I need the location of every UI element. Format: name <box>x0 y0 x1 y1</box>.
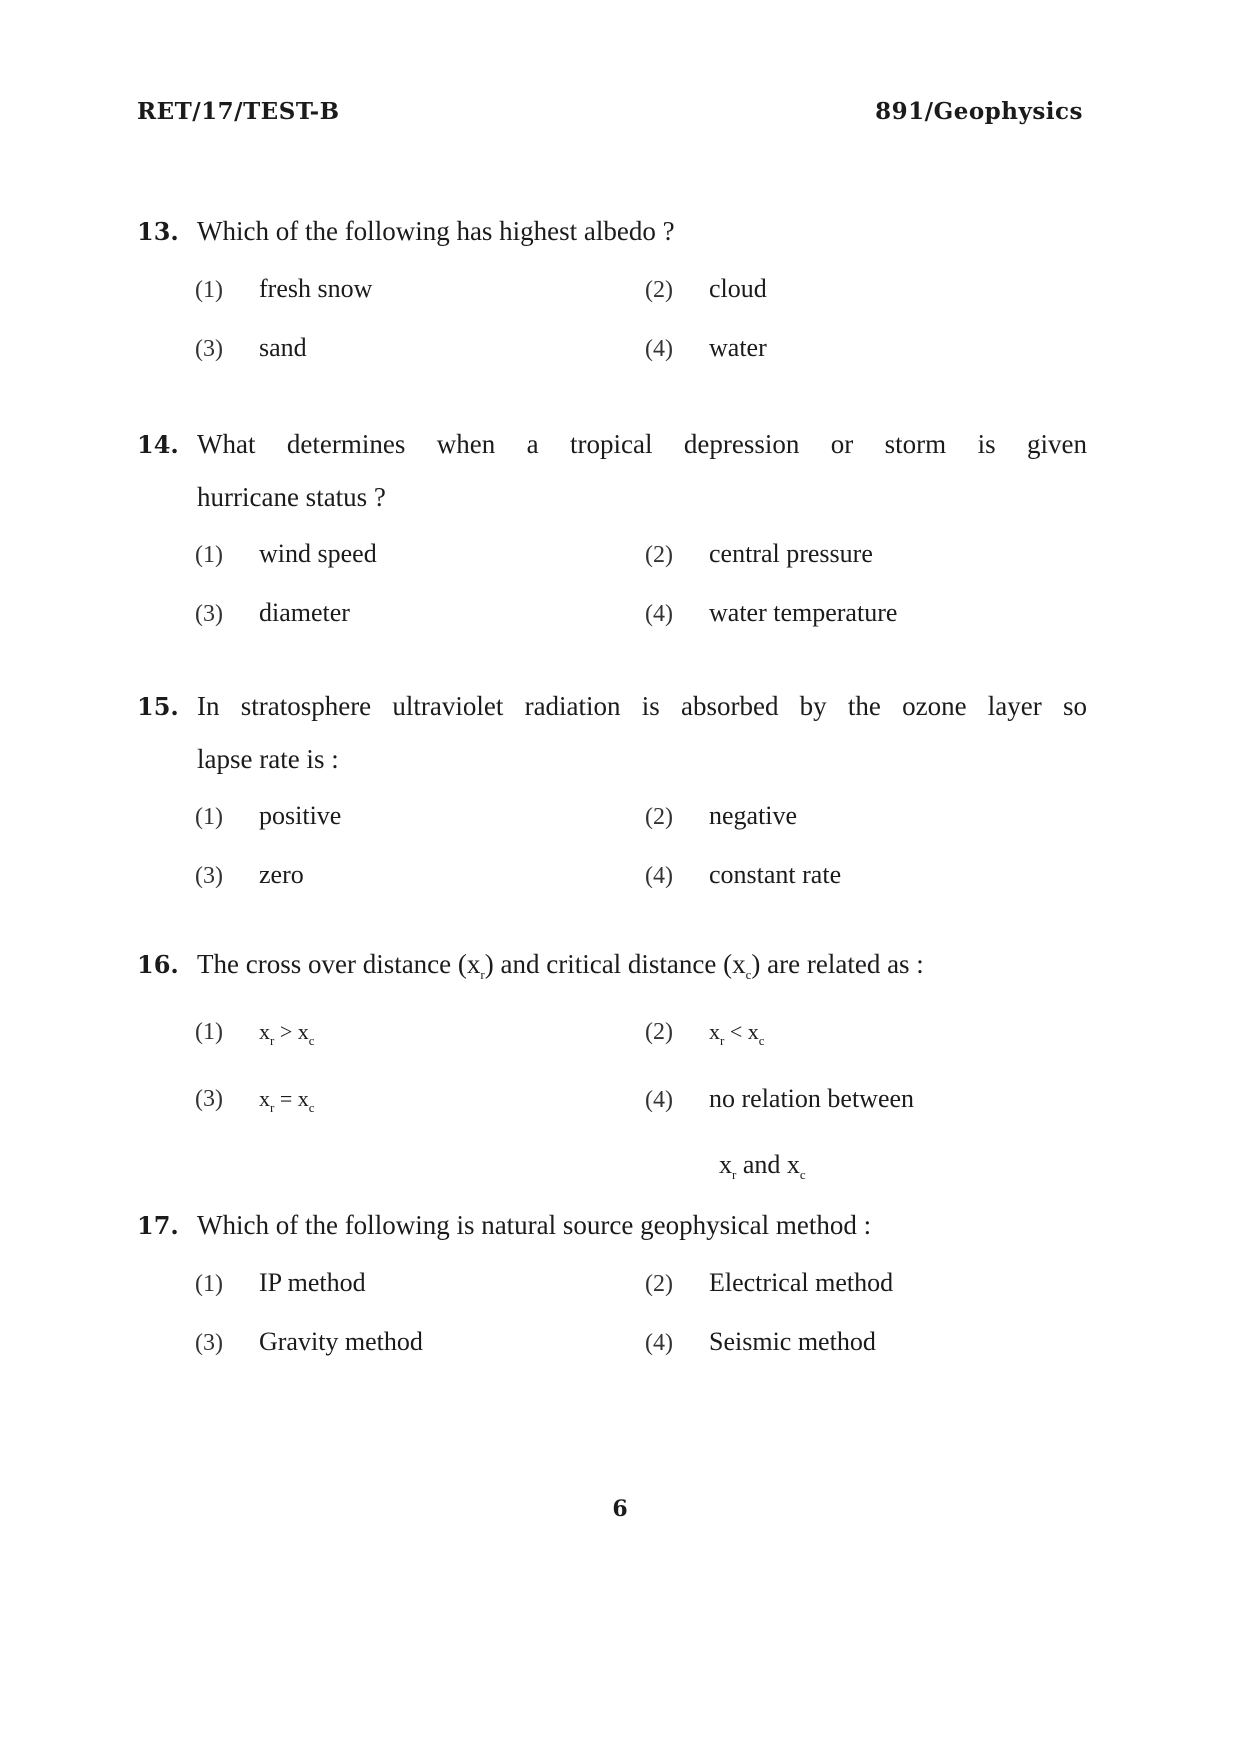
option-2 <box>645 791 1095 842</box>
variable-x: x <box>259 1019 270 1044</box>
question-number: 15. <box>137 692 179 721</box>
option-1 <box>195 1258 645 1309</box>
question-text: Which of the following is natural source geophysical method : <box>197 1210 872 1240</box>
option-number: (2) <box>645 1019 673 1045</box>
conjunction-and: and <box>742 1150 781 1179</box>
option-number: (3) <box>195 1086 223 1112</box>
option-text: constant rate <box>709 860 842 889</box>
subscript-c: c <box>308 1100 315 1115</box>
option-4 <box>645 323 1095 374</box>
option-text: cloud <box>709 274 767 303</box>
question-text-part: The cross over distance (x <box>197 949 481 979</box>
question-number: 17. <box>137 1211 179 1240</box>
variable-x: x <box>259 1086 270 1111</box>
variable-x: x <box>719 1150 732 1179</box>
option-number: (2) <box>645 542 673 568</box>
question-text <box>197 938 1087 1001</box>
option-text: zero <box>259 860 304 889</box>
question-17 <box>137 1199 1087 1368</box>
options-list <box>195 1007 1087 1199</box>
options-list <box>195 264 1087 374</box>
question-number: 13. <box>137 217 179 246</box>
variable-x: x <box>747 1019 759 1044</box>
subscript-r: r <box>732 1167 737 1182</box>
option-number: (4) <box>645 336 673 362</box>
variable-x: x <box>297 1019 309 1044</box>
option-number: (1) <box>195 1019 223 1045</box>
subscript-c: c <box>745 967 752 982</box>
option-text: wind speed <box>259 539 377 568</box>
option-text: Gravity method <box>259 1327 423 1356</box>
question-text: Which of the following has highest albedo ? <box>197 216 675 246</box>
subscript-r: r <box>720 1033 725 1048</box>
option-4 <box>645 1317 1095 1368</box>
subscript-c: c <box>308 1033 315 1048</box>
option-number: (1) <box>195 277 223 303</box>
option-4 <box>645 1074 1095 1133</box>
option-number: (4) <box>645 1087 673 1113</box>
question-text-line-1: What determines when a tropical depression or storm is given <box>197 429 1087 459</box>
option-2 <box>645 1258 1095 1309</box>
option-text: Electrical method <box>709 1268 894 1297</box>
option-text: diameter <box>259 598 350 627</box>
option-expression <box>259 1007 645 1066</box>
option-3 <box>195 1317 645 1368</box>
operator-gt: > <box>279 1019 293 1044</box>
option-3 <box>195 588 645 639</box>
question-text-part: ) and critical distance (x <box>484 949 746 979</box>
exam-code-header: RET/17/TEST-B <box>137 98 340 125</box>
page-number: 6 <box>612 1496 628 1522</box>
option-number: (4) <box>645 601 673 627</box>
question-16 <box>137 938 1087 1199</box>
option-text: fresh snow <box>259 274 373 303</box>
option-text: sand <box>259 333 307 362</box>
subscript-r: r <box>270 1100 275 1115</box>
option-3 <box>195 323 645 374</box>
option-text: positive <box>259 801 342 830</box>
question-text-line-2: hurricane status ? <box>197 482 386 512</box>
subscript-r: r <box>270 1033 275 1048</box>
option-2 <box>645 529 1095 580</box>
option-text: IP method <box>259 1268 366 1297</box>
question-15 <box>137 680 1087 901</box>
option-3 <box>195 850 645 901</box>
operator-lt: < <box>729 1019 743 1044</box>
option-2 <box>645 1007 1095 1066</box>
option-number: (1) <box>195 542 223 568</box>
option-text: water temperature <box>709 598 898 627</box>
variable-x: x <box>709 1019 720 1044</box>
option-text: water <box>709 333 767 362</box>
option-number: (3) <box>195 863 223 889</box>
option-text: negative <box>709 801 798 830</box>
question-number: 14. <box>137 430 179 459</box>
option-4 <box>645 588 1095 639</box>
question-number: 16. <box>137 950 179 979</box>
option-number: (3) <box>195 601 223 627</box>
option-3 <box>195 1074 645 1133</box>
operator-eq: = <box>279 1086 293 1111</box>
question-14 <box>137 418 1087 639</box>
variable-x: x <box>786 1150 800 1179</box>
option-text: no relation between <box>709 1084 915 1113</box>
option-2 <box>645 264 1095 315</box>
option-4-continuation <box>645 1141 1095 1199</box>
option-number: (3) <box>195 336 223 362</box>
subject-header: 891/Geophysics <box>875 98 1083 125</box>
option-1 <box>195 1007 645 1066</box>
option-1 <box>195 791 645 842</box>
options-list <box>195 1258 1087 1368</box>
question-text-line-1: In stratosphere ultraviolet radiation is absorbed by the ozone layer so <box>197 691 1087 721</box>
options-list <box>195 529 1087 639</box>
question-text-line-2: lapse rate is : <box>197 744 339 774</box>
subscript-c: c <box>799 1167 806 1182</box>
question-13 <box>137 205 1087 374</box>
option-number: (2) <box>645 277 673 303</box>
question-text-part: ) are related as : <box>751 949 924 979</box>
variable-x: x <box>297 1086 309 1111</box>
subscript-c: c <box>758 1033 765 1048</box>
option-1 <box>195 529 645 580</box>
option-number: (4) <box>645 863 673 889</box>
option-1 <box>195 264 645 315</box>
option-text: central pressure <box>709 539 873 568</box>
option-number: (3) <box>195 1330 223 1356</box>
option-number: (4) <box>645 1330 673 1356</box>
option-number: (1) <box>195 1271 223 1297</box>
option-number: (1) <box>195 804 223 830</box>
option-text: Seismic method <box>709 1327 876 1356</box>
option-number: (2) <box>645 804 673 830</box>
subscript-r: r <box>480 967 485 982</box>
option-expression <box>259 1074 645 1133</box>
options-list <box>195 791 1087 901</box>
option-4 <box>645 850 1095 901</box>
option-number: (2) <box>645 1271 673 1297</box>
option-expression <box>709 1007 1095 1066</box>
